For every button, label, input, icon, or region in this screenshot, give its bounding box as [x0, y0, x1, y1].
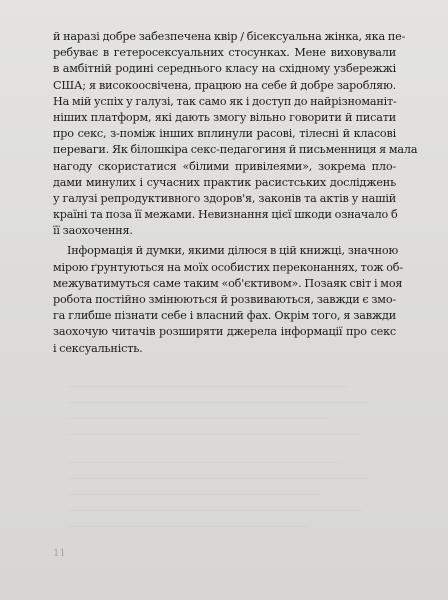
bleed-through-line	[68, 434, 358, 435]
text-line: в амбітній родині середнього класу на східному узбережжі	[53, 62, 396, 76]
text-line: ребуває в гетеросексуальних стосунках. Мене виховували	[53, 46, 396, 60]
body-text	[53, 29, 418, 357]
bleed-through-line	[68, 526, 308, 527]
text-line: Інформація й думки, якими ділюся в цій книжці, значною	[67, 244, 399, 258]
bleed-through-line	[68, 510, 363, 511]
text-line: у галузі репродуктивного здоров'я, законів та актів у нашій	[53, 191, 396, 205]
bleed-through-line	[68, 418, 328, 419]
paragraph-1	[53, 29, 418, 239]
text-line: переваги. Як білошкіра секс-педагогиня й письменниця я мала	[53, 143, 418, 157]
bleed-through-line	[68, 462, 338, 463]
text-line: й наразі добре забезпечена квір / бісексуальна жінка, яка пе-	[53, 30, 406, 43]
bleed-through-line	[68, 494, 318, 495]
text-line: і сексуальність.	[53, 341, 143, 355]
text-line: робота постійно змінюються й розвиваються, завжди є змо-	[53, 293, 396, 306]
text-line: про секс, з-поміж інших вплинули расові, тілесні й класові	[53, 127, 396, 141]
text-line: її заохочення.	[53, 224, 133, 238]
page-number: 11	[53, 548, 66, 559]
text-line: країні та поза її межами. Невизнання цієї шкоди означало б	[53, 208, 398, 222]
paragraph-2	[53, 243, 403, 356]
text-line: мірою ґрунтуються на моїх особистих переконаннях, тож об-	[53, 260, 403, 274]
text-line: США; я високоосвічена, працюю на себе й добре заробляю.	[53, 78, 396, 92]
bleed-through-line	[68, 386, 348, 387]
text-line: га глибше пізнати себе і власний фах. Окрім того, я завжди	[53, 309, 396, 323]
text-line: На мій успіх у галузі, так само як і доступ до найрізноманіт-	[53, 94, 397, 108]
bleed-through-line	[68, 402, 368, 403]
text-line: нагоду скористатися «білими привілеями», зокрема пло-	[53, 159, 396, 173]
text-line: ніших платформ, які дають змогу вільно говорити й писати	[53, 110, 396, 124]
text-line: дами минулих і сучасних практик расистських досліджень	[53, 175, 396, 189]
text-line: межуватимуться саме таким «об'єктивом». Позаяк світ і моя	[53, 276, 403, 290]
text-line: заохочую читачів розширяти джерела інформації про секс	[53, 325, 396, 339]
bleed-through-line	[68, 478, 368, 479]
